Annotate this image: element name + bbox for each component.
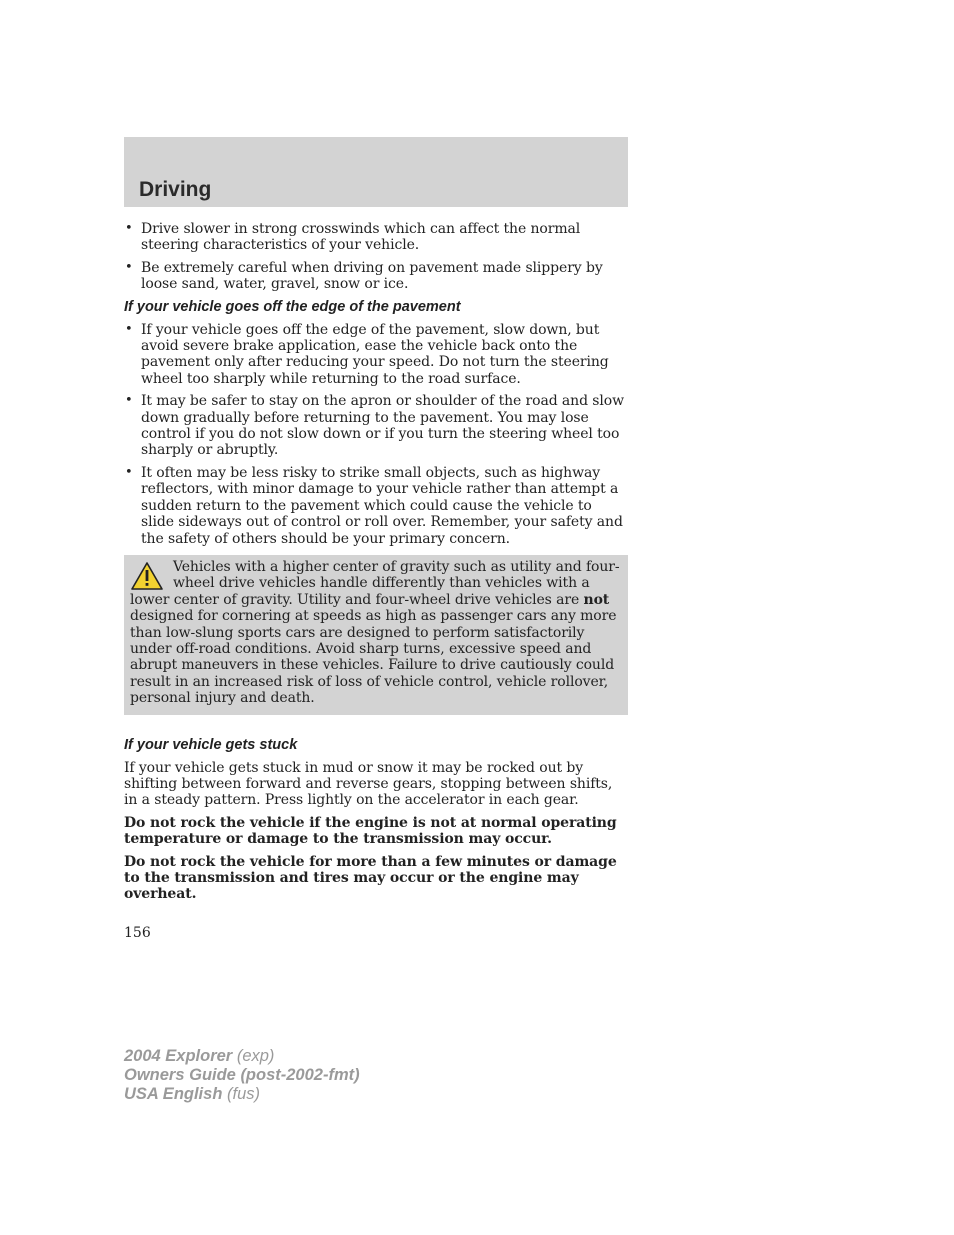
footer-line-3 [124,1085,360,1104]
warning-text-continued: designed for cornering at speeds as high as passenger cars any more than low-slung sports cars are designed to perform satisfactorily under off-road conditions. Avoid sharp turns, excessive speed and abrupt maneuvers in these vehicles. Failure to drive cautiously could result in an increased risk of loss of vehicle control, vehicle rollover, personal injury and death. [130,608,617,707]
warning-emphasis: not [583,591,610,608]
subheading-off-pavement: If your vehicle goes off the edge of the pavement [124,298,461,315]
caution-engine-temp: Do not rock the vehicle if the engine is not at normal operating temperature or damage to the transmission may occur. [124,814,617,848]
subheading-stuck: If your vehicle gets stuck [124,736,298,753]
footer-model: 2004 Explorer [124,1047,233,1065]
list-item: • It often may be less risky to strike small objects, such as highway reflectors, with minor damage to your vehicle rather than attempt a sudden return to the pavement which could cause the vehicle to slide sideways out of control or roll over. Remember, your safety and the safety of others should be your primary concern. [124,465,628,547]
footer-line-2 [124,1066,360,1085]
top-bullet-list [124,221,628,293]
document-footer [124,1047,360,1104]
caution-rock-duration: Do not rock the vehicle for more than a few minutes or damage to the transmission and tires may occur or the engine may overheat. [124,853,617,903]
footer-line-1 [124,1047,360,1066]
page-content [124,221,628,909]
warning-box [124,555,628,715]
page-number: 156 [124,925,151,941]
warning-triangle-icon [130,561,164,591]
list-item: • If your vehicle goes off the edge of the pavement, slow down, but avoid severe brake application, ease the vehicle back onto the pavement only after reducing your speed. Do not turn the steering wheel too sharply while returning to the road surface. [124,322,628,388]
warning-text: Vehicles with a higher center of gravity such as utility and four-wheel drive vehicles handle differently than vehicles with a lower center of gravity. Utility and four-wheel drive vehicles are [130,558,620,608]
section-title: Driving [139,178,212,201]
section-header-band [124,137,628,207]
footer-guide: Owners Guide (post-2002-fmt) [124,1066,360,1084]
list-item: • Be extremely careful when driving on pavement made slippery by loose sand, water, gravel, snow or ice. [124,260,628,293]
footer-language-code: (fus) [222,1085,260,1103]
list-item: • It may be safer to stay on the apron or shoulder of the road and slow down gradually before returning to the pavement. You may lose control if you do not slow down or if you turn the steering wheel too sharply or abruptly. [124,393,628,459]
footer-model-code: (exp) [232,1047,275,1065]
off-pavement-bullet-list [124,322,628,547]
footer-language: USA English [124,1085,223,1103]
list-item: • Drive slower in strong crosswinds which can affect the normal steering characteristics of your vehicle. [124,221,628,254]
stuck-paragraph: If your vehicle gets stuck in mud or snow it may be rocked out by shifting between forward and reverse gears, stopping between shifts, in a steady pattern. Press lightly on the accelerator in each gear. [124,759,613,809]
